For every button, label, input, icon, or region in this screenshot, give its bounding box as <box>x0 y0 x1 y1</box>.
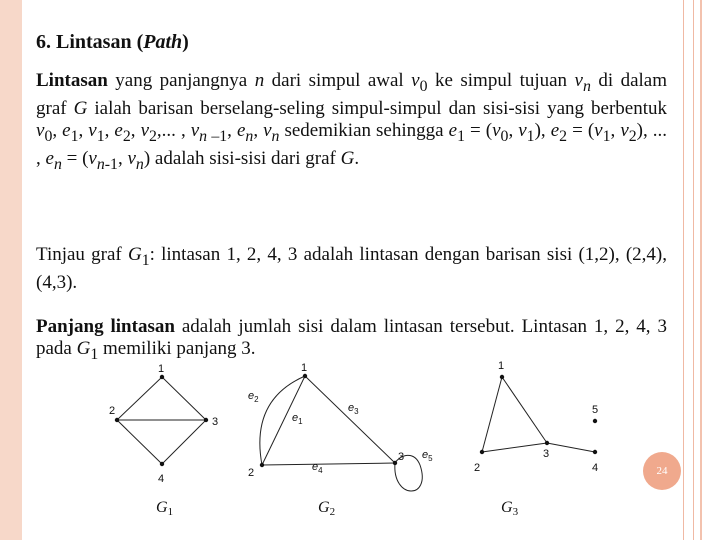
g2-vertex-1 <box>303 374 307 378</box>
g3-edge-2-3 <box>482 443 547 452</box>
g1-edge-1-2 <box>117 377 162 420</box>
g3-vertex-2 <box>480 450 484 454</box>
g2-vertex-2 <box>260 463 264 467</box>
g3-vertex-3 <box>545 441 549 445</box>
g1-edge-1-3 <box>162 377 206 420</box>
g1-vertex-label: 1 <box>158 363 165 375</box>
g2-vertex-label: 3 <box>398 451 405 463</box>
g3-vertex-label: 5 <box>592 404 599 416</box>
slide-title: 6. Lintasan (Path) <box>36 31 189 53</box>
page-number-badge: 24 <box>643 452 681 490</box>
g3-edge-3-4 <box>547 443 595 452</box>
g3-vertex-5 <box>593 419 597 423</box>
g3-caption: G3 <box>501 499 519 518</box>
g3-edge-1-3 <box>502 377 547 443</box>
g2-edge-label-e3: $e_3$ <box>348 402 359 416</box>
g1-vertex-3 <box>204 418 208 422</box>
length-paragraph: Panjang lintasan adalah jumlah sisi dalam lintasan tersebut. Lintasan 1, 2, 4, 3 pada $G_1$ memiliki panjang 3. <box>36 316 667 363</box>
graph-g3 <box>474 360 598 518</box>
g1-vertex-label: 2 <box>109 405 116 417</box>
g2-edge-label-e1: $e_1$ <box>292 412 303 426</box>
g1-vertex-label: 4 <box>158 473 165 485</box>
g3-vertex-label: 1 <box>498 360 505 372</box>
right-decorative-line <box>700 0 702 540</box>
definition-paragraph: Lintasan yang panjangnya n dari simpul awal $v_0$ ke simpul tujuan $v_n$ di dalam graf G ialah barisan berselang-seling simpul-simpul dan sisi-sisi yang berbentuk $v_0$, $e_1$, $v_1$, $e_2$, $v_2$,... , $v_n$ $_{-1}$, $e_n$, $v_n$ sedemikian sehingga $e_1 = (v_0$, $v_1$), $e_2 = (v_1$, $v_2$), ... , $e_n = (v_{n-1}$, $v_n$) adalah sisi-sisi dari graf G. <box>36 70 668 173</box>
graph-g1 <box>109 363 218 518</box>
g2-caption: G2 <box>318 499 336 518</box>
g2-edge-label-e2: $e_2$ <box>248 390 259 404</box>
g1-vertex-2 <box>115 418 119 422</box>
g3-vertex-label: 4 <box>592 462 599 474</box>
g3-vertex-label: 2 <box>474 462 481 474</box>
g2-edge-e3 <box>305 376 395 463</box>
g1-edge-2-4 <box>117 420 162 464</box>
graph-g2 <box>248 362 433 518</box>
g1-vertex-1 <box>160 375 164 379</box>
g2-vertex-3 <box>393 461 397 465</box>
g3-vertex-label: 3 <box>543 448 550 460</box>
g3-vertex-1 <box>500 375 504 379</box>
g2-edge-label-e5: $e_5$ <box>422 449 433 463</box>
g2-edge-e4 <box>262 463 395 465</box>
g1-caption: G1 <box>156 499 174 518</box>
g3-edge-1-2 <box>482 377 502 452</box>
g1-vertex-4 <box>160 462 164 466</box>
g2-edge-label-e4: $e_4$ <box>312 461 323 475</box>
right-decorative-rail <box>683 0 694 540</box>
g2-vertex-label: 1 <box>301 362 308 374</box>
g3-vertex-4 <box>593 450 597 454</box>
g1-vertex-label: 3 <box>212 416 219 428</box>
g1-edge-3-4 <box>162 420 206 464</box>
example-paragraph: Tinjau graf $G_1$: lintasan 1, 2, 4, 3 adalah lintasan dengan barisan sisi (1,2), (2,4), (4,3). <box>36 244 667 293</box>
g2-vertex-label: 2 <box>248 467 255 479</box>
graph-figures <box>0 350 680 540</box>
